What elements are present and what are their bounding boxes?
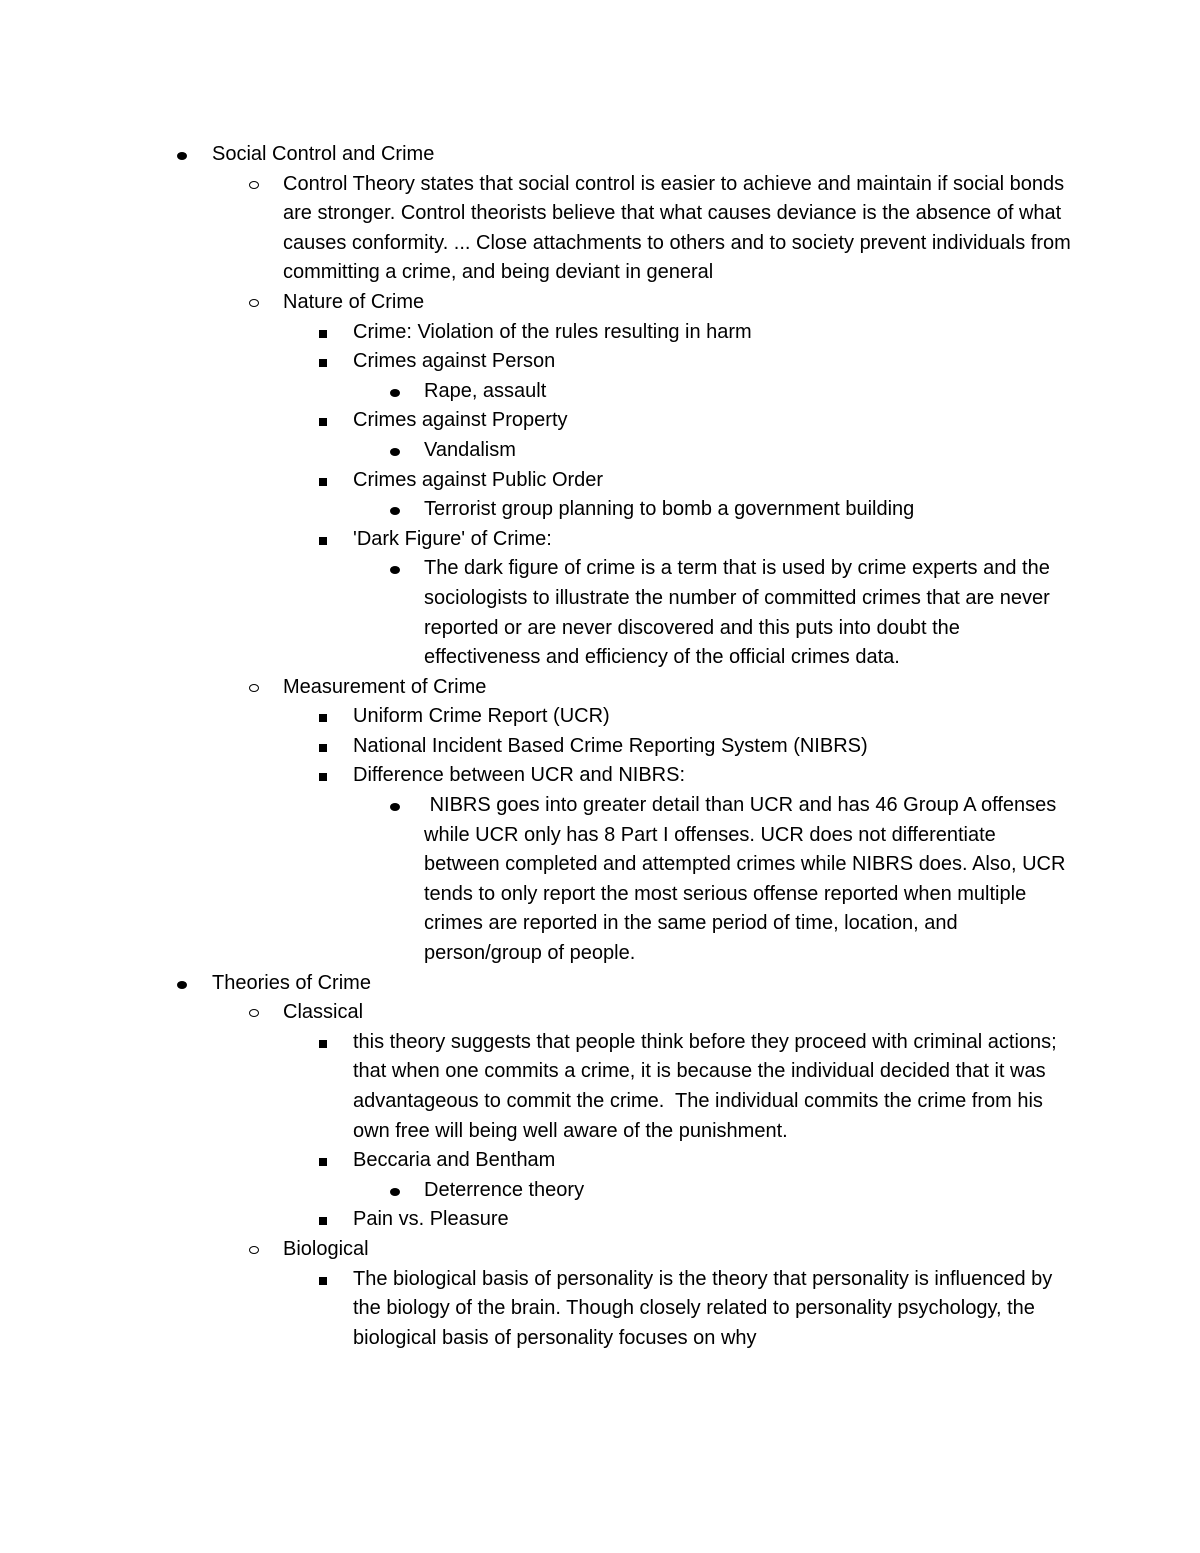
list-item-text: this theory suggests that people think before they proceed with criminal actions; that when one commits a crime, it is because the individual decided that it was advantageous to commit the crime. The individual commits the crime from his own free will being well aware of the punishment. — [353, 1030, 1063, 1142]
list-item-text: National Incident Based Crime Reporting System (NIBRS) — [353, 734, 868, 757]
bullet-circle-icon — [249, 1246, 259, 1254]
outline-subheading: Measurement of Crime — [283, 675, 487, 698]
bullet-disc-icon — [177, 981, 187, 989]
list-item — [0, 377, 1200, 407]
outline-subheading: Biological — [283, 1237, 369, 1260]
list-item — [0, 1028, 1200, 1146]
bullet-square-icon — [319, 330, 327, 338]
list-item — [0, 406, 1200, 436]
bullet-square-icon — [319, 773, 327, 781]
bullet-square-icon — [319, 537, 327, 545]
list-item-text: Terrorist group planning to bomb a government building — [424, 498, 915, 521]
bullet-square-icon — [319, 714, 327, 722]
list-item-text: Crimes against Public Order — [353, 468, 604, 491]
list-item-text: Uniform Crime Report (UCR) — [353, 705, 610, 728]
list-item-text: The dark figure of crime is a term that is used by crime experts and the sociologists to illustrate the number of committed crimes that are never reported or are never discovered and this puts into doubt the effectiveness and efficiency of the official crimes data. — [424, 557, 1050, 669]
list-item-text: NIBRS goes into greater detail than UCR and has 46 Group A offenses while UCR only has 8 Part I offenses. UCR does not differentiate between completed and attempted crimes while NIBRS does. Also, UCR tends to only report the most serious offense reported when multiple crimes are reported in the same period of time, location, and person/group of people. — [424, 794, 1071, 965]
bullet-circle-icon — [249, 1009, 259, 1017]
list-item-text: The biological basis of personality is the theory that personality is influenced by the biology of the brain. Though closely related to personality psychology, the biological basis of personality focuses on why — [353, 1267, 1053, 1349]
list-item — [0, 288, 1200, 318]
bullet-square-icon — [319, 1217, 327, 1225]
bullet-disc-icon — [390, 1188, 400, 1196]
list-item — [0, 791, 1200, 969]
list-item — [0, 1176, 1200, 1206]
bullet-circle-icon — [249, 684, 259, 692]
bullet-square-icon — [319, 478, 327, 486]
bullet-disc-icon — [390, 803, 400, 811]
bullet-disc-icon — [390, 448, 400, 456]
list-item — [0, 998, 1200, 1028]
list-item — [0, 436, 1200, 466]
list-item-text: Vandalism — [424, 438, 516, 461]
list-item — [0, 318, 1200, 348]
list-item — [0, 554, 1200, 672]
list-item — [0, 1146, 1200, 1176]
list-item — [0, 1205, 1200, 1235]
list-item — [0, 969, 1200, 999]
list-item — [0, 495, 1200, 525]
list-item — [0, 761, 1200, 791]
outline-subheading: Nature of Crime — [283, 290, 425, 313]
list-item — [0, 1265, 1200, 1354]
list-item — [0, 140, 1200, 170]
bullet-square-icon — [319, 744, 327, 752]
list-item — [0, 732, 1200, 762]
list-item — [0, 347, 1200, 377]
bullet-circle-icon — [249, 299, 259, 307]
list-item-text: Crimes against Person — [353, 350, 556, 373]
bullet-disc-icon — [390, 507, 400, 515]
list-item — [0, 702, 1200, 732]
list-item — [0, 525, 1200, 555]
bullet-circle-icon — [249, 181, 259, 189]
list-item-text: Deterrence theory — [424, 1178, 585, 1201]
bullet-disc-icon — [390, 566, 400, 574]
list-item-text: 'Dark Figure' of Crime: — [353, 527, 552, 550]
list-item-text: Pain vs. Pleasure — [353, 1208, 509, 1231]
list-item-text: Difference between UCR and NIBRS: — [353, 764, 686, 787]
bullet-square-icon — [319, 1040, 327, 1048]
list-item-text: Crimes against Property — [353, 409, 568, 432]
outline-subheading: Classical — [283, 1001, 364, 1024]
list-item — [0, 466, 1200, 496]
bullet-disc-icon — [390, 389, 400, 397]
list-item-text: Rape, assault — [424, 379, 547, 402]
list-item-text: Control Theory states that social control is easier to achieve and maintain if social bonds are stronger. Control theorists believe that what causes deviance is the absence of what causes conformity. ... Close attachments to others and to society prevent individuals from committing a crime, and being deviant in general — [283, 172, 1071, 284]
list-item — [0, 170, 1200, 288]
list-item — [0, 673, 1200, 703]
bullet-square-icon — [319, 418, 327, 426]
list-item — [0, 1235, 1200, 1265]
bullet-square-icon — [319, 1277, 327, 1285]
document-body — [0, 140, 1200, 1353]
bullet-square-icon — [319, 1158, 327, 1166]
bullet-disc-icon — [177, 152, 187, 160]
list-item-text: Beccaria and Bentham — [353, 1149, 556, 1172]
list-item-text: Crime: Violation of the rules resulting in harm — [353, 320, 752, 343]
bullet-square-icon — [319, 359, 327, 367]
outline-heading: Theories of Crime — [212, 971, 371, 994]
outline-heading: Social Control and Crime — [212, 143, 435, 165]
